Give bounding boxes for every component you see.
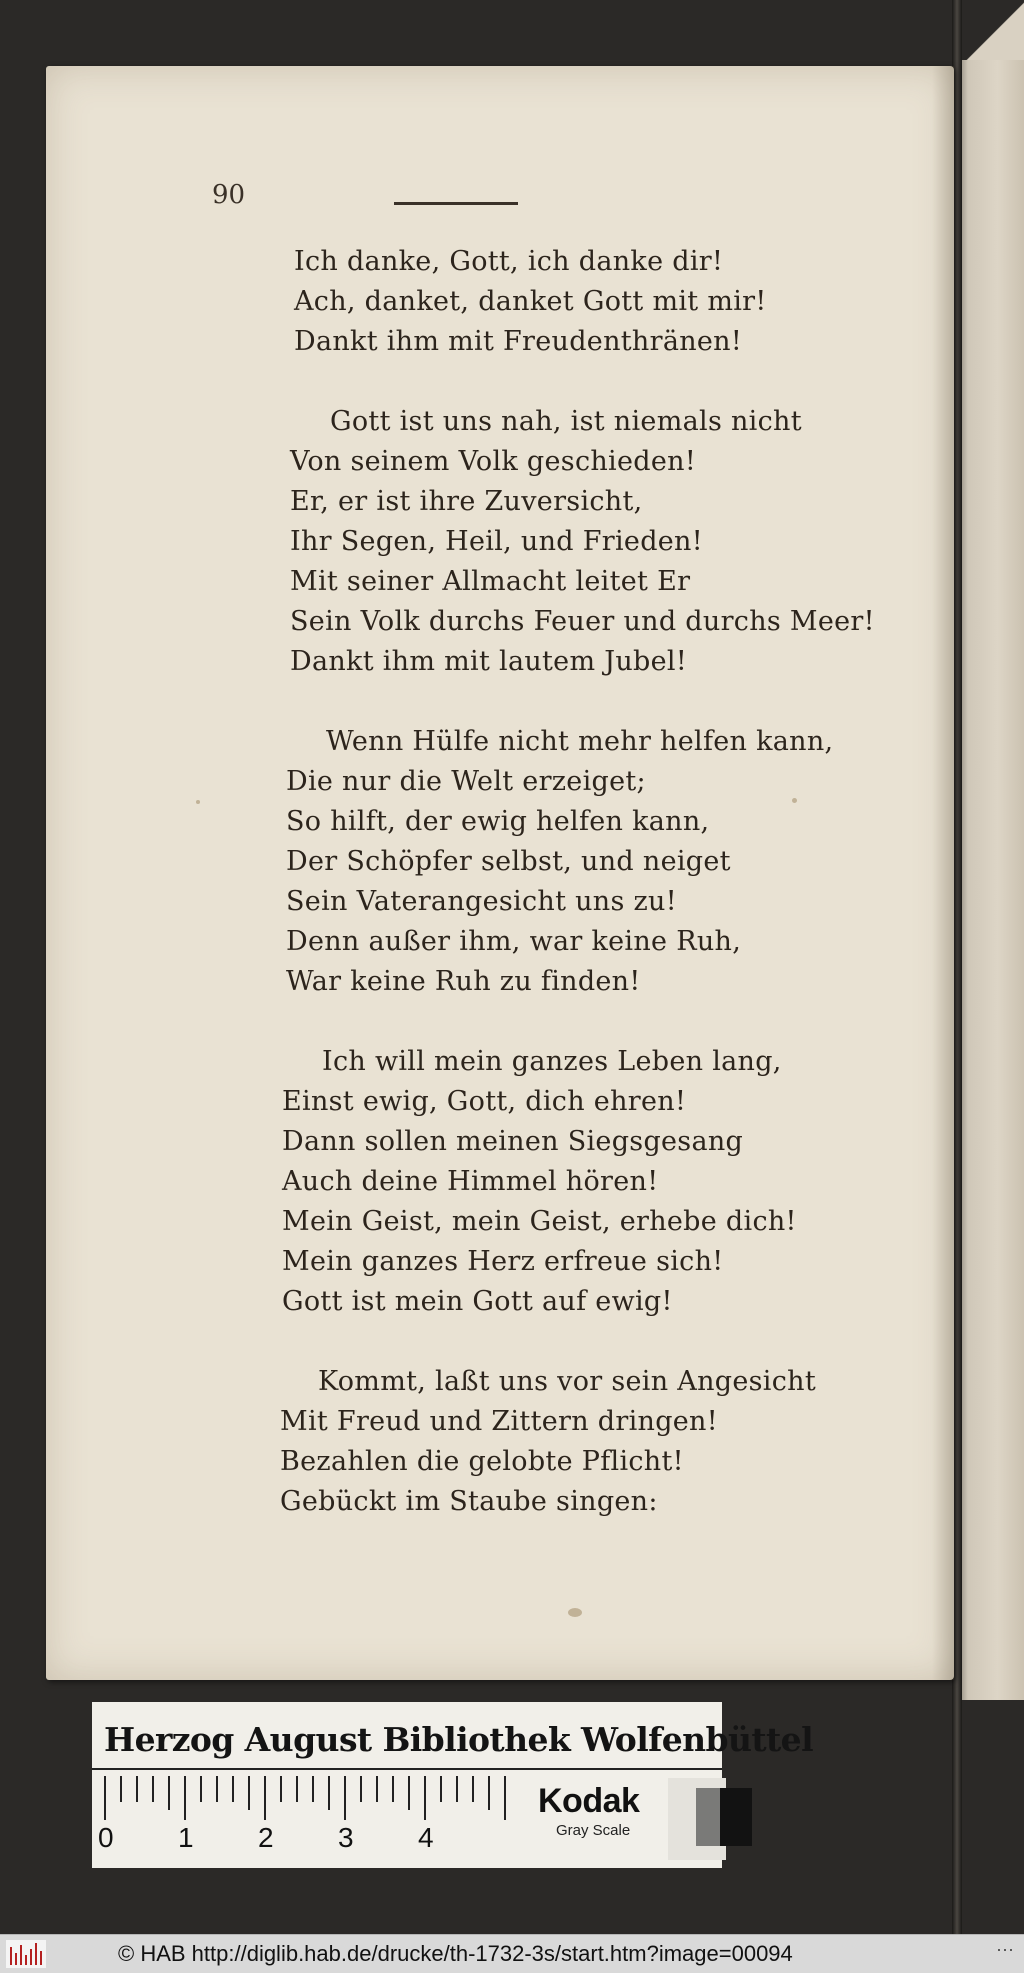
- ruler-tick: [488, 1776, 490, 1810]
- poem-line: Bezahlen die gelobte Pflicht!: [280, 1446, 684, 1477]
- ruler-tick: [120, 1776, 122, 1802]
- ruler-label: 2: [258, 1822, 274, 1853]
- ruler-tick: [344, 1776, 346, 1820]
- black-patch: [720, 1788, 752, 1846]
- ruler-tick: [184, 1776, 186, 1820]
- ruler-tick: [408, 1776, 410, 1810]
- paper-stain: [792, 798, 797, 803]
- ruler-tick: [104, 1776, 106, 1820]
- poem-line: Mein Geist, mein Geist, erhebe dich!: [282, 1206, 797, 1237]
- poem-line: Ich will mein ganzes Leben lang,: [322, 1046, 782, 1077]
- poem-line: Ihr Segen, Heil, und Frieden!: [290, 526, 703, 557]
- poem-line: Dann sollen meinen Siegsgesang: [282, 1126, 744, 1157]
- poem-line: Ich danke, Gott, ich danke dir!: [294, 246, 724, 277]
- poem-line: So hilft, der ewig helfen kann,: [286, 806, 710, 837]
- gray-patch: [696, 1788, 722, 1846]
- library-name: Herzog August Bibliothek Wolfenbüttel: [104, 1720, 814, 1759]
- poem-line: Von seinem Volk geschieden!: [290, 446, 696, 477]
- header-rule: [394, 202, 518, 205]
- poem-line: Auch deine Himmel hören!: [282, 1166, 659, 1197]
- cm-ruler: [104, 1776, 516, 1832]
- poem-line: Er, er ist ihre Zuversicht,: [290, 486, 643, 517]
- poem-line: Wenn Hülfe nicht mehr helfen kann,: [326, 726, 834, 757]
- ruler-label: 1: [178, 1822, 194, 1853]
- poem-line: Sein Volk durchs Feuer und durchs Meer!: [290, 606, 875, 637]
- ruler-tick: [152, 1776, 154, 1802]
- color-target-card: [92, 1702, 814, 1868]
- poem-line: Die nur die Welt erzeiget;: [286, 766, 646, 797]
- ruler-tick: [264, 1776, 266, 1820]
- poem-line: Kommt, laßt uns vor sein Angesicht: [318, 1366, 816, 1397]
- ruler-tick: [504, 1776, 506, 1820]
- poem-line: Gott ist uns nah, ist niemals nicht: [330, 406, 802, 437]
- facing-page-edge: [958, 60, 1024, 1700]
- target-divider: [92, 1768, 722, 1770]
- poem-line: Der Schöpfer selbst, und neiget: [286, 846, 731, 877]
- ruler-tick: [392, 1776, 394, 1802]
- hab-logo-icon[interactable]: [6, 1940, 46, 1968]
- copyright-bar: [0, 1934, 1024, 1973]
- ruler-label: 4: [418, 1822, 434, 1853]
- ruler-tick: [216, 1776, 218, 1802]
- poem-line: Gott ist mein Gott auf ewig!: [282, 1286, 673, 1317]
- poem-line: Mit seiner Allmacht leitet Er: [290, 566, 691, 597]
- poem-line: Dankt ihm mit lautem Jubel!: [290, 646, 688, 677]
- ruler-tick: [200, 1776, 202, 1802]
- ruler-tick: [136, 1776, 138, 1802]
- poem-line: Einst ewig, Gott, dich ehren!: [282, 1086, 687, 1117]
- ruler-tick: [232, 1776, 234, 1802]
- ruler-tick: [280, 1776, 282, 1802]
- ruler-label: 0: [98, 1822, 114, 1853]
- paper-stain: [196, 800, 200, 804]
- paper-stain: [568, 1608, 582, 1617]
- poem-line: Dankt ihm mit Freudenthränen!: [294, 326, 743, 357]
- ruler-tick: [472, 1776, 474, 1802]
- poem-line: Gebückt im Staube singen:: [280, 1486, 658, 1517]
- kodak-subtitle: Gray Scale: [556, 1822, 631, 1839]
- book-page: [46, 66, 954, 1680]
- ruler-tick: [312, 1776, 314, 1802]
- kodak-logo: Kodak: [538, 1782, 640, 1820]
- more-icon[interactable]: ···: [996, 1939, 1014, 1959]
- poem-line: Ach, danket, danket Gott mit mir!: [294, 286, 767, 317]
- poem-line: Mein ganzes Herz erfreue sich!: [282, 1246, 724, 1277]
- ruler-tick: [376, 1776, 378, 1802]
- ruler-tick: [248, 1776, 250, 1810]
- ruler-tick: [456, 1776, 458, 1802]
- poem-line: Denn außer ihm, war keine Ruh,: [286, 926, 742, 957]
- poem-line: Mit Freud und Zittern dringen!: [280, 1406, 718, 1437]
- ruler-tick: [296, 1776, 298, 1802]
- ruler-label: 3: [338, 1822, 354, 1853]
- ruler-tick: [440, 1776, 442, 1802]
- poem-line: Sein Vaterangesicht uns zu!: [286, 886, 677, 917]
- ruler-tick: [360, 1776, 362, 1802]
- copyright-link[interactable]: © HAB http://diglib.hab.de/drucke/th-1732-3s/start.htm?image=00094: [118, 1941, 793, 1966]
- ruler-tick: [424, 1776, 426, 1820]
- ruler-tick: [168, 1776, 170, 1810]
- ruler-tick: [328, 1776, 330, 1810]
- page-number: 90: [212, 180, 246, 210]
- poem-line: War keine Ruh zu finden!: [286, 966, 641, 997]
